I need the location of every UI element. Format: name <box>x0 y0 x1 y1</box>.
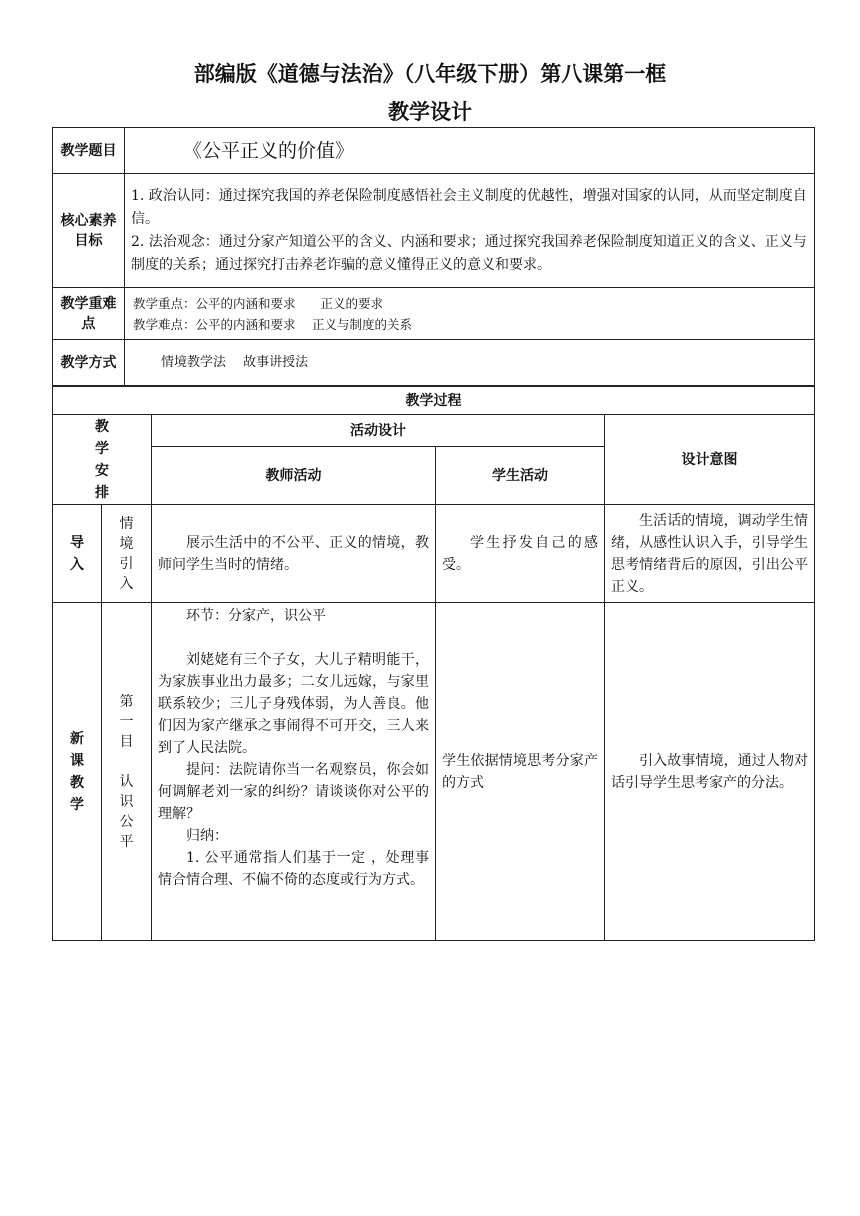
intro-row <box>53 505 815 603</box>
info-table <box>52 127 815 386</box>
new-teacher <box>152 603 436 941</box>
method-label: 教学方式 <box>53 340 125 386</box>
keypoint-row <box>53 288 815 340</box>
topic-label: 教学题目 <box>53 128 125 174</box>
difficulty-text: 教学难点：公平的内涵和要求 正义与制度的关系 <box>133 316 412 332</box>
goal-row <box>53 174 815 288</box>
keypoint-cell <box>125 288 815 340</box>
new-intent: 引入故事情境，通过人物对话引导学生思考家产的分法。 <box>605 603 815 941</box>
teacher-header: 教师活动 <box>152 447 436 505</box>
goal-political: 1. 政治认同：通过探究我国的养老保险制度感悟社会主义制度的优越性，增强对国家的认同，从而坚定制度自信。 <box>131 187 807 227</box>
intro-sub: 情境引入 <box>102 505 152 603</box>
intro-intent: 生活话的情境，调动学生情绪，从感性认识入手，引导学生思考情绪背后的原因，引出公平正义。 <box>605 505 815 603</box>
teacher-section-title: 环节：分家产，识公平 <box>186 608 326 624</box>
teacher-question: 提问：法院请你当一名观察员，你会如何调解老刘一家的纠纷？请谈谈你对公平的理解？ <box>158 762 429 822</box>
teacher-point-1: 1. 公平通常指人们基于一定 ，处理事情合情合理、不偏不倚的态度或行为方式。 <box>158 850 429 888</box>
activity-header: 活动设计 <box>152 415 605 447</box>
process-table <box>52 386 815 941</box>
process-title: 教学过程 <box>53 387 815 415</box>
topic-row <box>53 128 815 174</box>
new-student: 学生依据情境思考分家产的方式 <box>436 603 605 941</box>
intro-teacher: 展示生活中的不公平、正义的情境，教师问学生当时的情绪。 <box>152 505 436 603</box>
keypoint-text: 教学重点：公平的内涵和要求 正义的要求 <box>133 295 384 311</box>
new-phase: 新课教学 <box>53 603 102 941</box>
document-subtitle: 教学设计 <box>388 100 472 124</box>
process-title-row <box>53 387 815 415</box>
student-header: 学生活动 <box>436 447 605 505</box>
goal-legal: 2. 法治观念：通过分家产知道公平的含义、内涵和要求；通过探究我国养老保险制度知道正义的含义、正义与制度的关系；通过探究打击养老诈骗的意义懂得正义的意义和要求。 <box>131 233 807 273</box>
method-row <box>53 340 815 386</box>
topic-value: 《公平正义的价值》 <box>125 128 815 174</box>
teacher-story: 刘姥姥有三个子女，大儿子精明能干，为家族事业出力最多；二女儿远嫁，与家里联系较少；三儿子身残体弱，为人善良。他们因为家产继承之事闹得不可开交，三人来到了人民法院。 <box>158 652 429 756</box>
intent-header: 设计意图 <box>605 415 815 505</box>
arrangement-header: 教学安排 <box>53 415 152 505</box>
new-lesson-row <box>53 603 815 941</box>
goal-cell <box>125 174 815 288</box>
teacher-summary: 归纳： <box>186 828 228 844</box>
document-title: 部编版《道德与法治》（八年级下册）第八课第一框 <box>193 62 667 86</box>
header-row-1 <box>53 415 815 447</box>
intro-student: 学生抒发自己的感受。 <box>436 505 605 603</box>
method-text: 情境教学法 故事讲授法 <box>125 340 815 386</box>
goal-label: 核心素养目标 <box>53 174 125 288</box>
new-sub: 第一目 认识公平 <box>102 603 152 941</box>
intro-phase: 导入 <box>53 505 102 603</box>
keypoint-label: 教学重难点 <box>53 288 125 340</box>
